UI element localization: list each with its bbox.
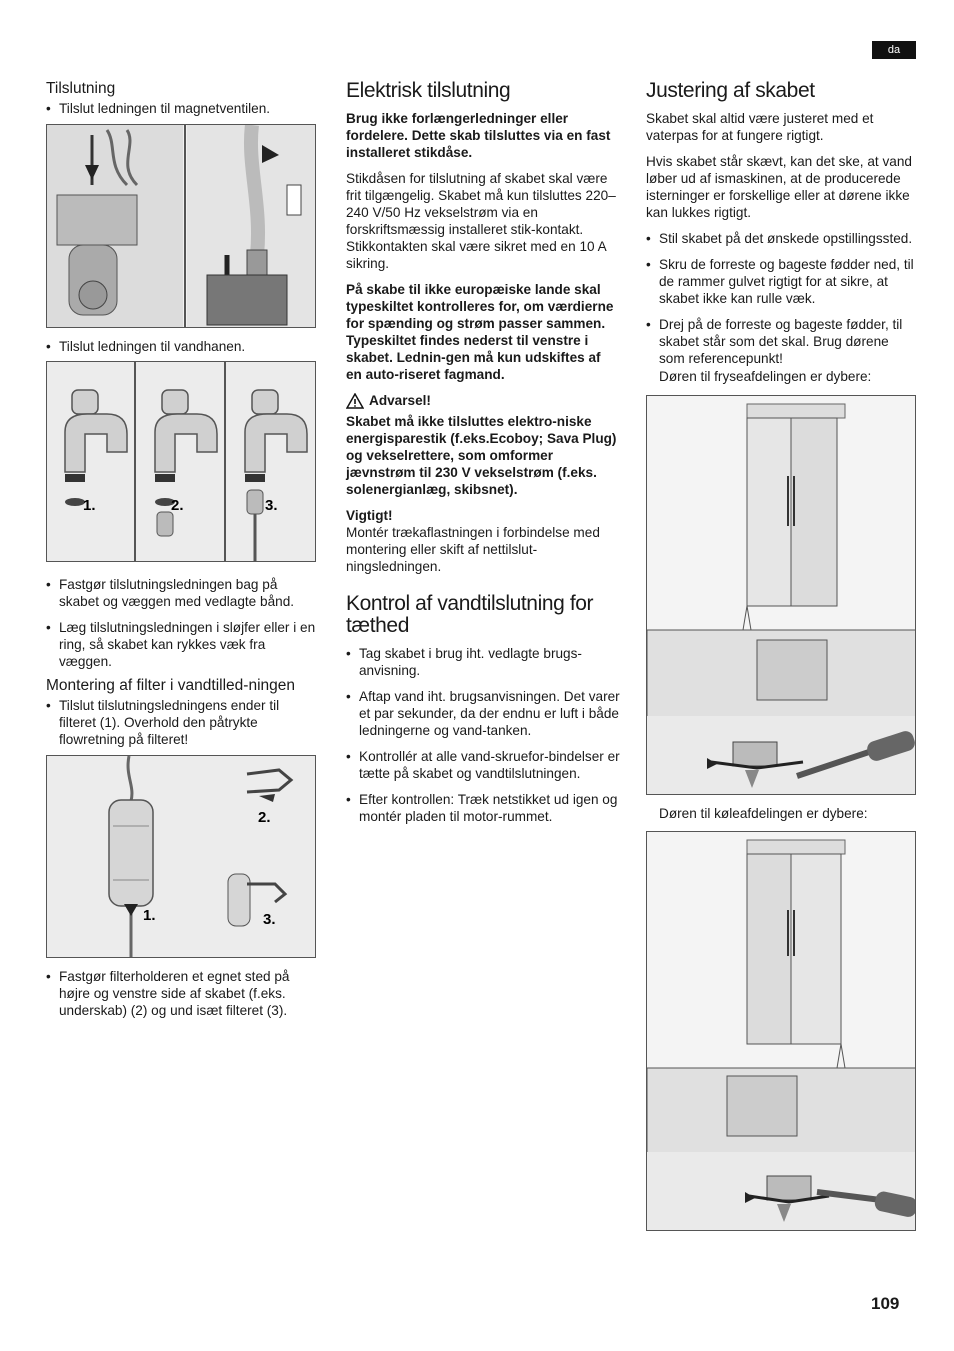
warning-triangle-icon <box>346 393 364 409</box>
figure-magnetventil <box>46 124 316 328</box>
heading-kontrol-vandtilslutning: Kontrol af vandtilslutning for tæthed <box>346 592 594 637</box>
para-traekaflastning: Montér trækaflastningen i forbindelse med montering eller skift af nettilslut-ningsledningen. <box>346 525 600 574</box>
filter-label-1: 1. <box>143 907 156 924</box>
bullet-filterholder: • Fastgør filterholderen et egnet sted på højre og venstre side af skabet (f.eks. underskab) (2) og und isæt filteret (3). <box>46 968 318 1019</box>
column-middle <box>346 80 620 834</box>
column-right <box>646 80 916 1231</box>
bullet-skru-foedder: • Skru de forreste og bageste fødder ned, til de rammer gulvet rigtigt for at sikre, at skabet ikke kan rulle væk. <box>646 256 916 307</box>
figure-fryser-justering <box>646 395 916 795</box>
tap-label-3: 3. <box>265 497 278 514</box>
filter-label-2: 2. <box>258 809 271 826</box>
heading-tilslutning: Tilslutning <box>46 80 116 97</box>
heading-montering-filter: Montering af filter i vandtilled-ningen <box>46 677 295 694</box>
tap-label-1: 1. <box>83 497 96 514</box>
bullet-fastgoer-ledning: • Fastgør tilslutningsledningen bag på skabet og væggen med vedlagte bånd. <box>46 576 318 610</box>
figure-vandhane <box>46 361 316 562</box>
bullet-tilslut-filter: • Tilslut tilslutningsledningens ender til filteret (1). Overhold den påtrykte flowretning på filteret! <box>46 697 318 748</box>
bullet-stil-skabet: • Stil skabet på det ønskede opstillingssted. <box>646 230 916 247</box>
note-koeleafdeling: Døren til køleafdelingen er dybere: <box>659 806 868 821</box>
bullet-tag-i-brug: • Tag skabet i brug iht. vedlagte brugs-anvisning. <box>346 645 620 679</box>
bullet-sloejfer: • Læg tilslutningsledningen i sløjfer eller i en ring, så skabet kan rykkes væk fra væggen. <box>46 619 318 670</box>
figure-filter <box>46 755 316 958</box>
note-fryseafdeling: Døren til fryseafdelingen er dybere: <box>659 369 872 384</box>
label-vigtigt: Vigtigt! <box>346 508 393 523</box>
para-energisparestik: Skabet må ikke tilsluttes elektro-niske energisparestik (f.eks.Ecoboy; Sava Plug) og vekselrettere, som omformer jævnstrøm til 230 V vekselstrøm (f.eks. solenergianlæg, skibsnet). <box>346 414 617 497</box>
heading-justering: Justering af skabet <box>646 79 815 102</box>
filter-label-3: 3. <box>263 911 276 928</box>
para-typeskilt: På skabe til ikke europæiske lande skal typeskiltet kontrolleres for, om værdierne for spænding og strøm passer sammen. Typeskiltet findes nederst til venstre i skabet. Lednin-gen må kun udskiftes af en auto-riseret fagmand. <box>346 282 614 382</box>
language-tab: da <box>872 41 916 59</box>
para-stikdaase: Stikdåsen for tilslutning af skabet skal være frit tilgængelig. Skabet må kun tilsluttes 220–240 V/50 Hz vekselstrøm via en forskriftsmæssig installeret stik-kontakt. Stikkontakten skal være sikret med en 10 A sikring. <box>346 171 616 271</box>
heading-elektrisk-tilslutning: Elektrisk tilslutning <box>346 79 511 102</box>
bullet-drej-foedder: • Drej på de forreste og bageste fødder, til skabet står som det skal. Brug dørene som referencepunkt! <box>646 316 916 367</box>
column-left <box>46 80 318 1028</box>
para-vaterpas: Skabet skal altid være justeret med et vaterpas for at fungere rigtigt. <box>646 111 874 143</box>
tap-label-2: 2. <box>171 497 184 514</box>
bullet-aftap-vand: • Aftap vand iht. brugsanvisningen. Det varer et par sekunder, da der endnu er luft i både ledningerne og vand-tanken. <box>346 688 620 739</box>
warning-label: Advarsel! <box>346 392 620 409</box>
page-number: 109 <box>871 1294 900 1313</box>
bullet-vandhane: • Tilslut ledningen til vandhanen. <box>46 338 318 355</box>
bullet-magnetventil: • Tilslut ledningen til magnetventilen. <box>46 100 318 117</box>
para-forlaengerledninger: Brug ikke forlængerledninger eller fordelere. Dette skab tilsluttes via en fast installeret stikdåse. <box>346 111 611 160</box>
figure-koeler-justering <box>646 831 916 1231</box>
para-skaevt: Hvis skabet står skævt, kan det ske, at vand løber ud af ismaskinen, at de producerede isterninger er forskellige eller at dørene ikke kan lukkes rigtigt. <box>646 154 912 220</box>
bullet-efter-kontrollen: • Efter kontrollen: Træk netstikket ud igen og montér pladen til motor-rummet. <box>346 791 620 825</box>
bullet-kontroller: • Kontrollér at alle vand-skruefor-bindelser er tætte på skabet og vandtilslutningen. <box>346 748 620 782</box>
